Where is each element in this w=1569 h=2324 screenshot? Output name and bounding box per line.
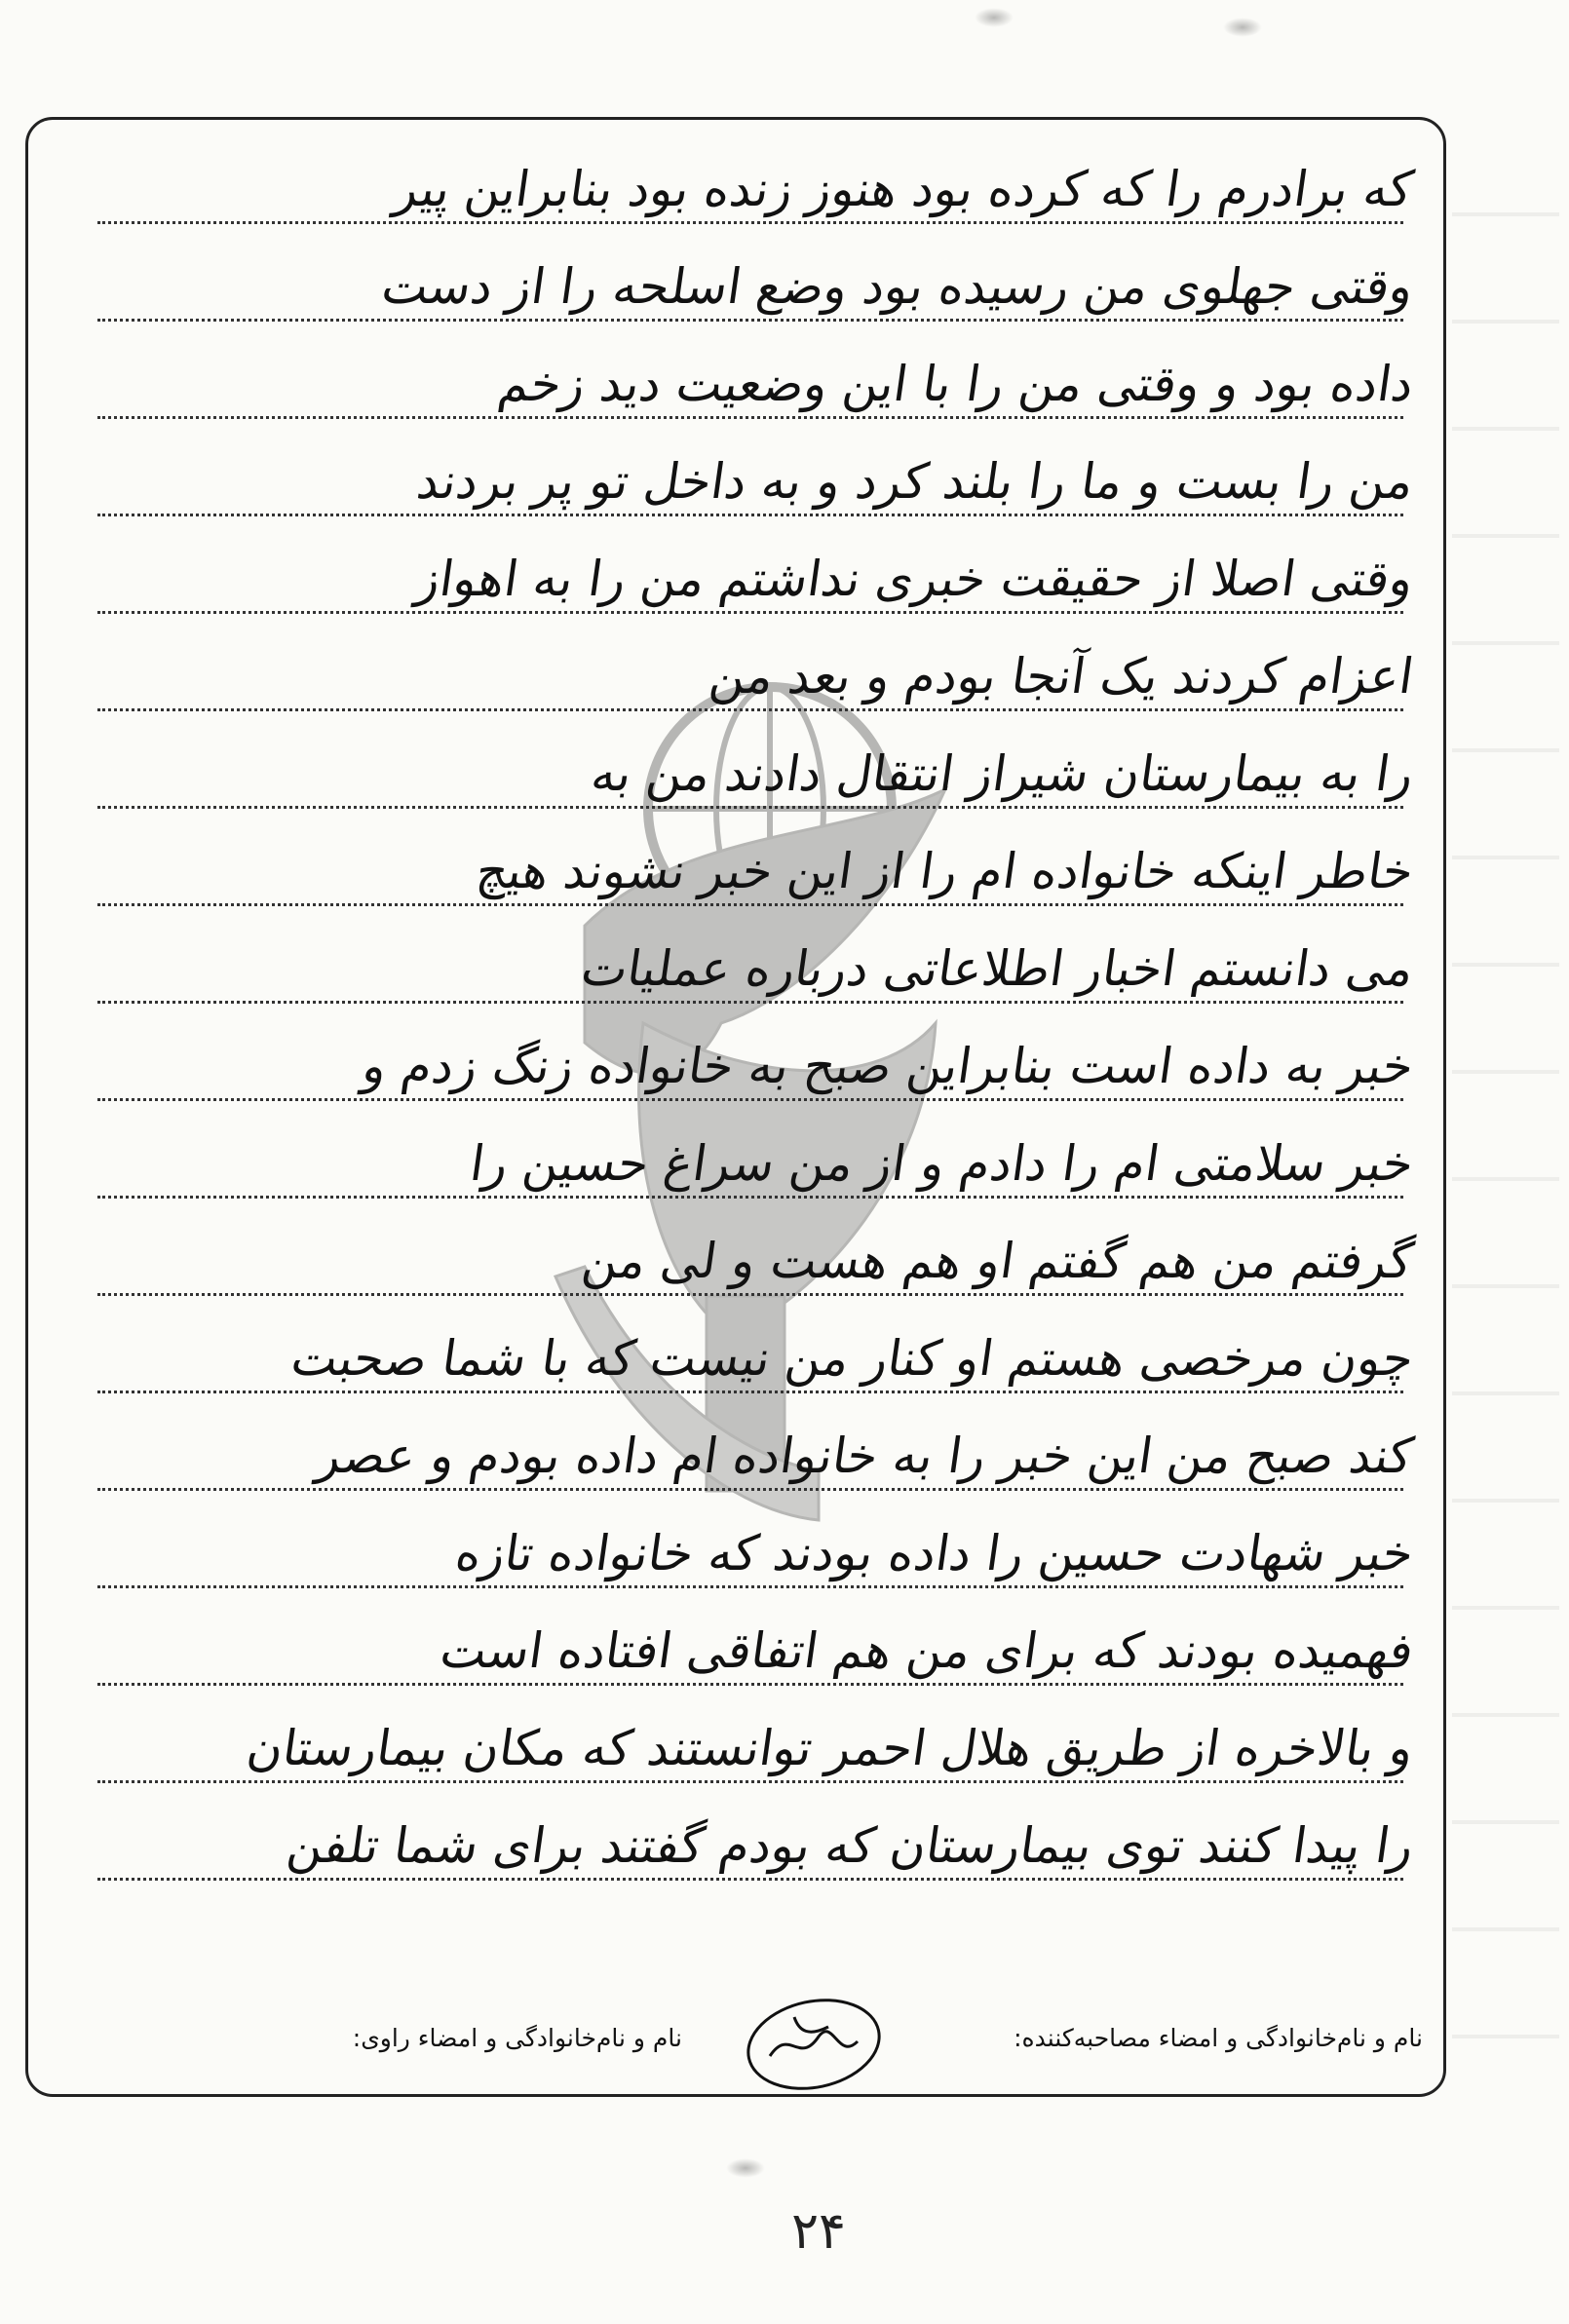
scan-smudge xyxy=(1223,18,1262,37)
handwritten-signature xyxy=(741,1988,887,2095)
text-line: را پیدا کنند توی بیمارستان که بودم گفتند برای شما تلفن xyxy=(58,1803,1413,1900)
bleed-through-texture xyxy=(1452,156,1559,2105)
text-line: فهمیده بودند که برای من هم اتفاقی افتاده است xyxy=(58,1608,1413,1705)
text-line: که برادرم را که کرده بود هنوز زنده بود بنابراین پیر xyxy=(58,146,1413,244)
scan-smudge xyxy=(726,2158,765,2178)
interviewer-signature-label: نام و نام‌خانوادگی و امضاء مصاحبه‌کننده: xyxy=(1014,2024,1423,2052)
text-line: وقتی اصلا از حقیقت خبری نداشتم من را به اهواز xyxy=(58,536,1413,633)
text-line: گرفتم من هم گفتم او هم هست و لی من xyxy=(58,1218,1413,1315)
narrator-signature-label: نام و نام‌خانوادگی و امضاء راوی: xyxy=(352,2024,682,2052)
text-line: داده بود و وقتی من را با این وضعیت دید زخم xyxy=(58,341,1413,438)
text-line: اعزام کردند یک آنجا بودم و بعد من xyxy=(58,633,1413,731)
text-line: خبر شهادت حسین را داده بودند که خانواده تازه xyxy=(58,1510,1413,1608)
text-line: خاطر اینکه خانواده ام را از این خبر نشوند هیچ xyxy=(58,828,1413,926)
text-line: وقتی جهلوی من رسیده بود وضع اسلحه را از دست xyxy=(58,244,1413,341)
text-line: و بالاخره از طریق هلال احمر توانستند که مکان بیمارستان xyxy=(58,1705,1413,1803)
text-line: می دانستم اخبار اطلاعاتی درباره عملیات xyxy=(58,926,1413,1023)
text-line: کند صبح من این خبر را به خانواده ام داده بودم و عصر xyxy=(58,1413,1413,1510)
text-line: خبر سلامتی ام را دادم و از من سراغ حسین را xyxy=(58,1121,1413,1218)
scan-smudge xyxy=(975,8,1014,27)
text-line: را به بیمارستان شیراز انتقال دادند من به xyxy=(58,731,1413,828)
handwritten-text-lines xyxy=(58,146,1418,1900)
text-line: من را بست و ما را بلند کرد و به داخل تو پر بردند xyxy=(58,438,1413,536)
text-line: چون مرخصی هستم او کنار من نیست که با شما صحبت xyxy=(58,1315,1413,1413)
text-line: خبر به داده است بنابراین صبح به خانواده زنگ زدم و xyxy=(58,1023,1413,1121)
page-number: ۲۴ xyxy=(791,2202,846,2261)
